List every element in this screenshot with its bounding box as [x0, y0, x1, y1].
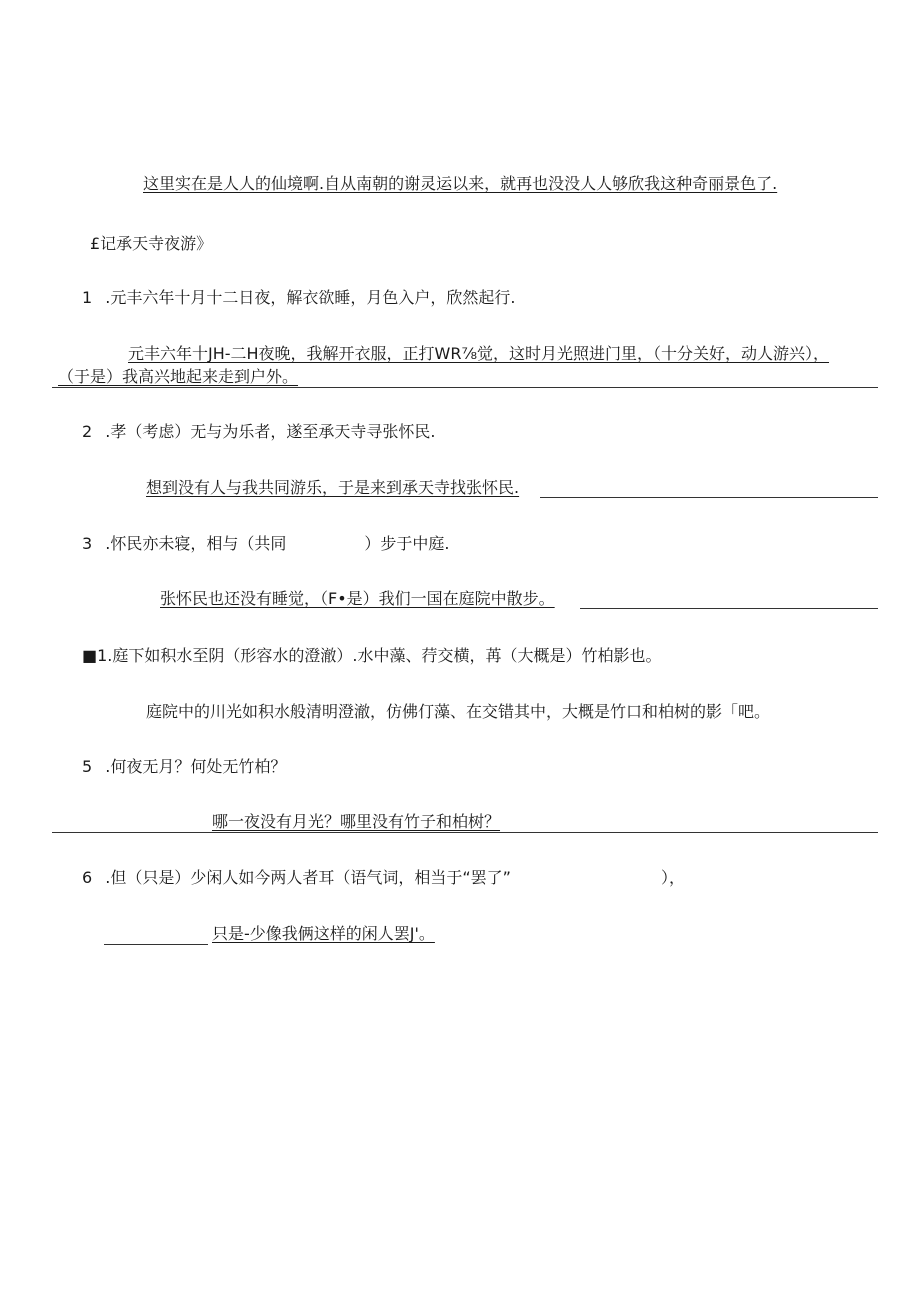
question-4 — [82, 646, 661, 666]
question-3 — [82, 534, 449, 554]
document-title: £记承天寺夜游》 — [90, 234, 213, 253]
question-6-text: .但（只是）少闲人如今两人者耳（语气词，相当于“罢了” — [105, 868, 511, 887]
answer-6-blank — [104, 944, 208, 945]
intro-translation: 这里实在是人人的仙境啊.自从南朝的谢灵运以来，就再也没没人人够欣我这种奇丽景色了. — [143, 174, 778, 193]
question-1-number: 1 — [82, 288, 93, 307]
question-1-text: .元丰六年十月十二日夜，解衣欲睡，月色入户，欣然起行. — [105, 288, 516, 307]
question-4-text: .庭下如积水至阴（形容水的澄澈）.水中藻、荇交横，苒（大概是）竹柏影也。 — [107, 646, 662, 665]
answer-1-line-1: 元丰六年十JH-二H夜晚，我解开衣服，正打WR⅞觉，这时月光照进门里，（十分关好，动人游兴）， — [128, 344, 830, 363]
answer-3: 张怀民也还没有睡觉，（F•是）我们一国在庭院中散步。 — [160, 589, 555, 608]
answer-2-rule — [540, 497, 878, 498]
answer-6: 只是-少像我俩这样的闲人罢J'。 — [212, 924, 435, 943]
question-5 — [82, 757, 286, 777]
answer-3-rule — [580, 608, 878, 609]
question-3-text-end: ）步于中庭. — [364, 534, 450, 553]
question-5-number: 5 — [82, 757, 93, 776]
question-2-text: .孝（考虑）无与为乐者，遂至承天寺寻张怀民. — [105, 422, 436, 441]
answer-5: 哪一夜没有月光？哪里没有竹子和柏树？ — [212, 812, 501, 831]
question-2 — [82, 422, 435, 442]
question-6 — [82, 868, 685, 888]
answer-2: 想到没有人与我共同游乐，于是来到承天寺找张怀民. — [146, 478, 520, 497]
answer-1-line-2: （于是）我高兴地起来走到户外。 — [58, 367, 299, 386]
answer-1-rule — [52, 387, 878, 388]
question-3-number: 3 — [82, 534, 93, 553]
question-3-text: .怀民亦未寝，相与（共同 — [105, 534, 287, 553]
question-4-number: ■1 — [82, 646, 108, 665]
question-2-number: 2 — [82, 422, 93, 441]
question-6-number: 6 — [82, 868, 93, 887]
answer-4: 庭院中的川光如积水般清明澄澈，仿佛仃藻、在交错其中，大概是竹口和柏树的影「吧。 — [146, 702, 771, 721]
question-6-text-end: ）， — [660, 868, 685, 887]
answer-5-rule — [52, 832, 878, 833]
question-5-text: .何夜无月？何处无竹柏？ — [105, 757, 287, 776]
question-1 — [82, 288, 515, 308]
